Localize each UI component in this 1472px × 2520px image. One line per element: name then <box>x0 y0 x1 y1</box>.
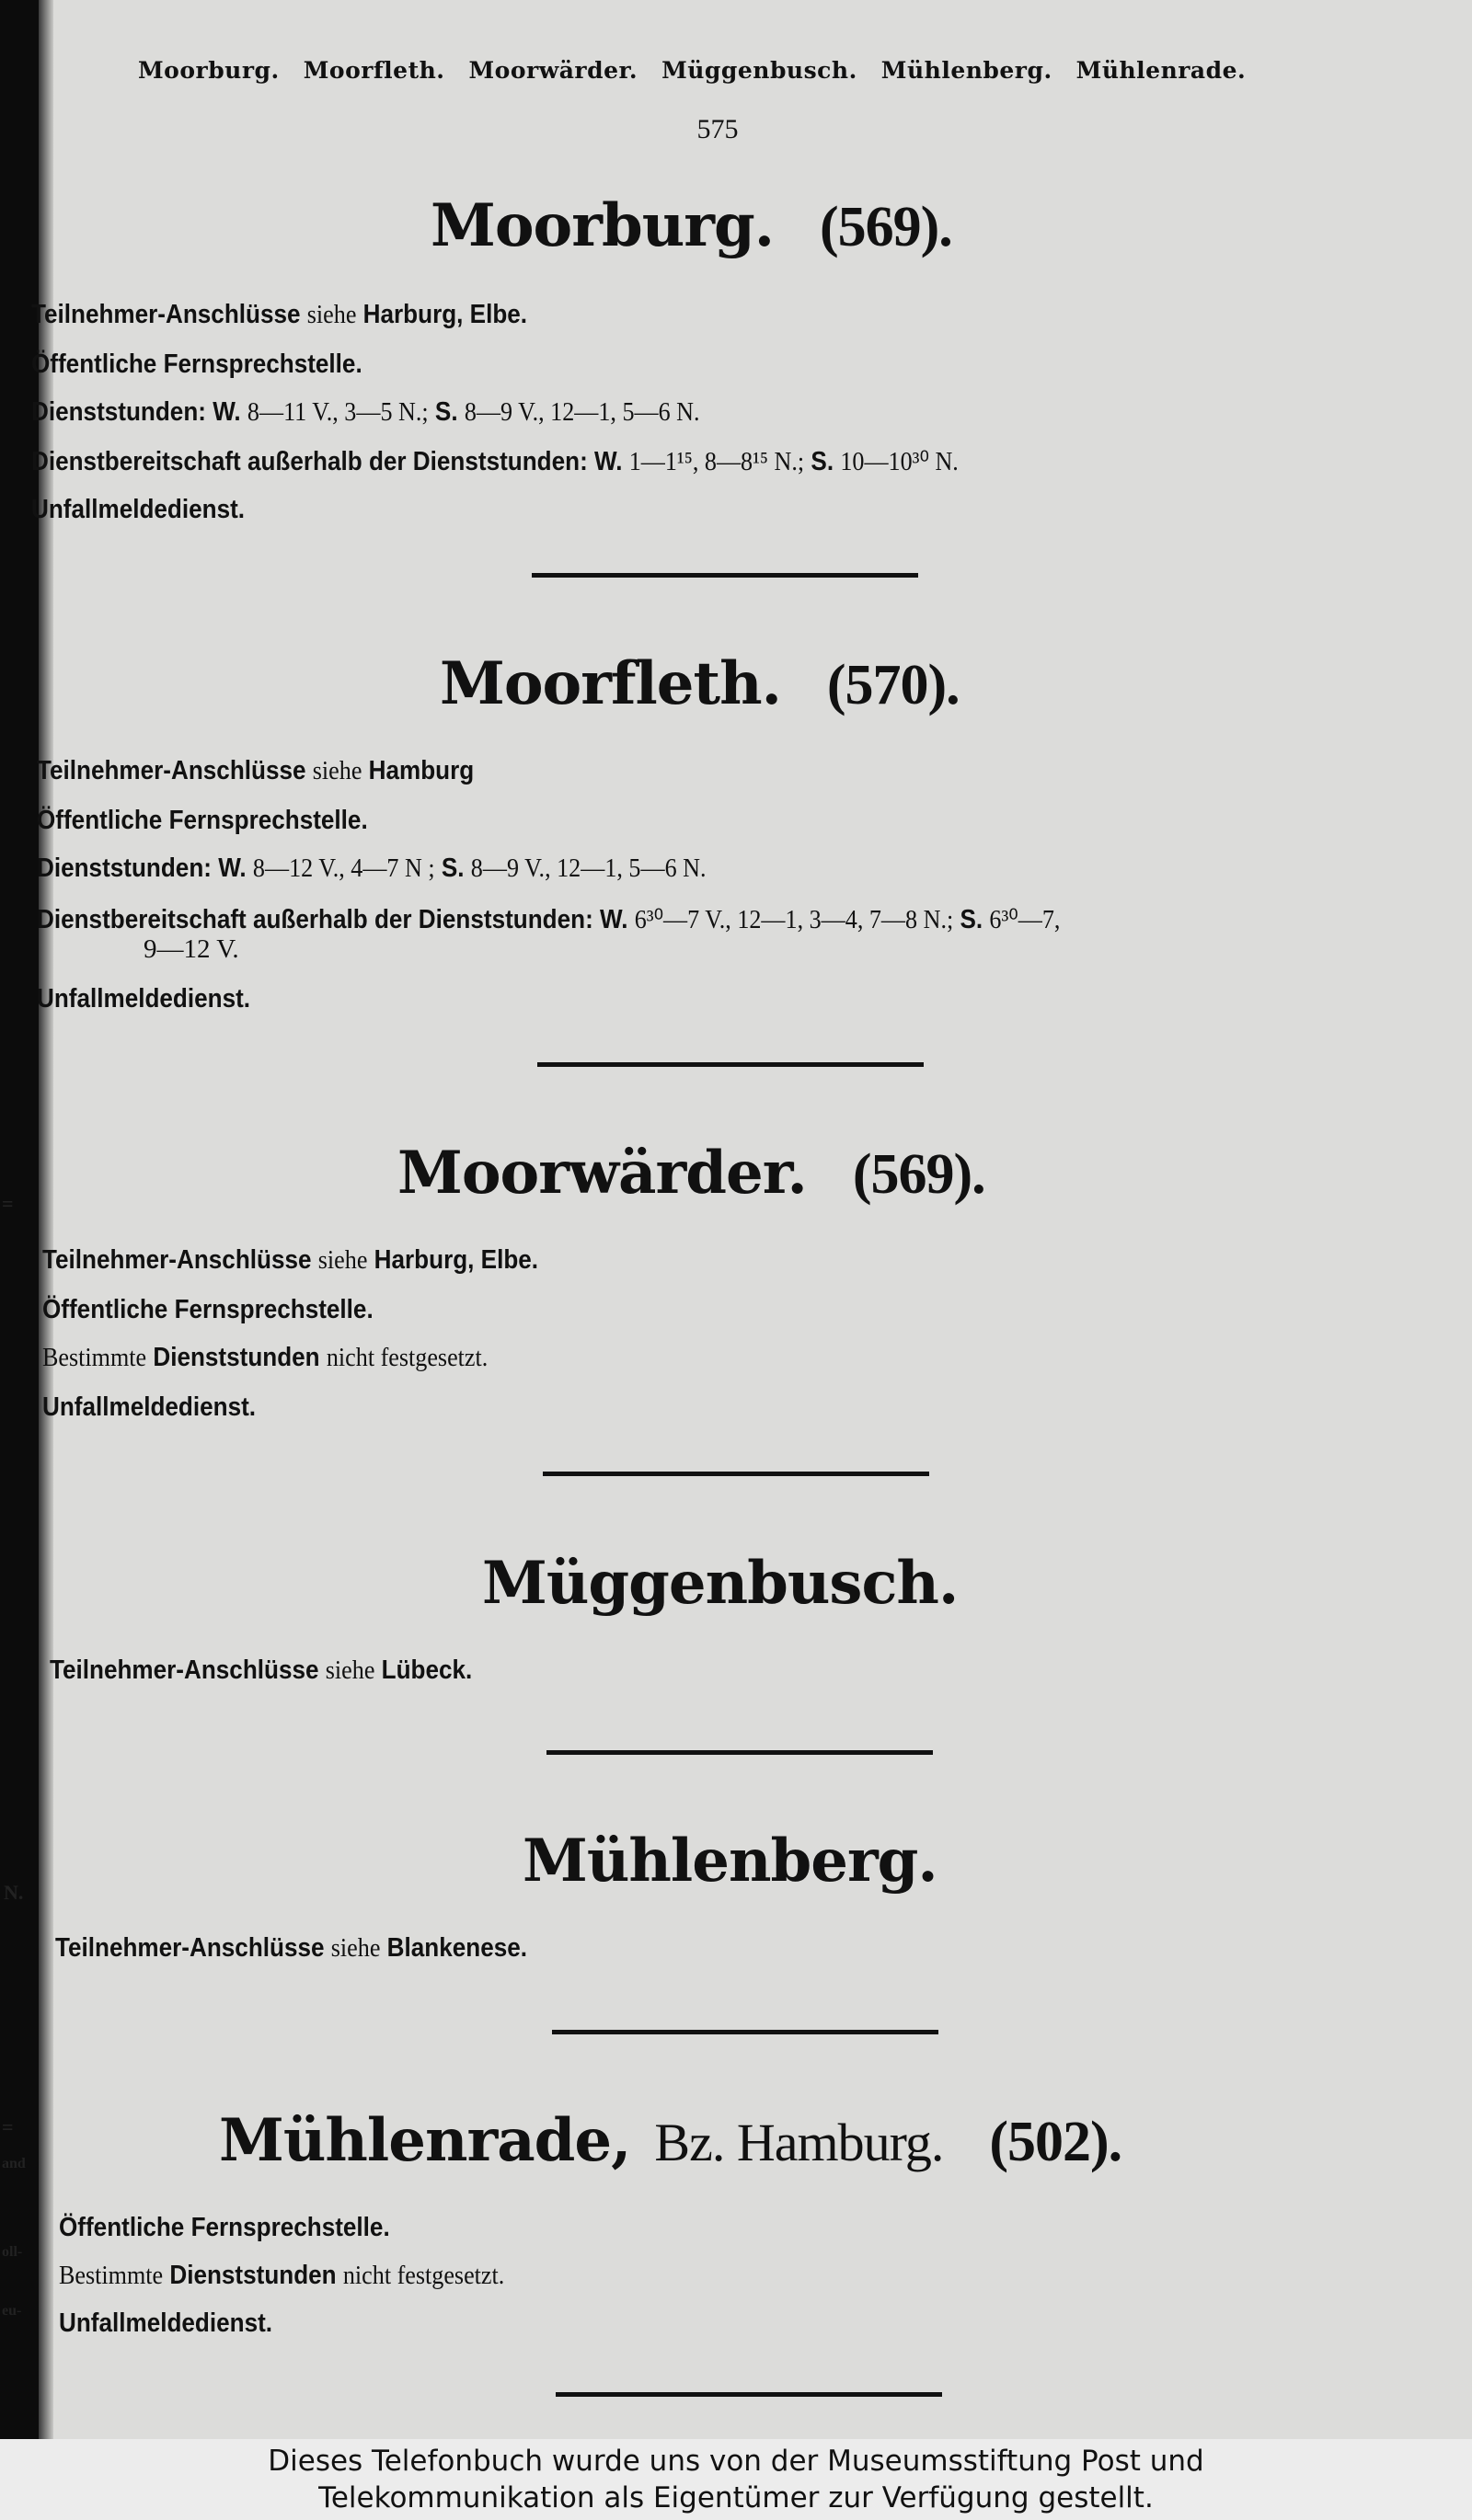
place-district: Bz. Hamburg. <box>654 2113 944 2172</box>
line-value: S. <box>434 397 458 427</box>
entry-line <box>31 300 527 330</box>
entry-line <box>37 853 707 884</box>
area-code: (570). <box>826 654 960 716</box>
line-value: Hamburg <box>368 756 475 785</box>
line-value: S. <box>441 853 465 883</box>
line-label: Öffentliche Fernsprechstelle. <box>31 349 362 379</box>
line-text: 1—1¹⁵, 8—8¹⁵ N.; <box>628 447 805 476</box>
entry-line <box>31 445 959 477</box>
line-text: 6³⁰—7 V., 12—1, 3—4, 7—8 N.; <box>634 905 954 934</box>
running-head-item: Müggenbusch. <box>661 57 857 84</box>
place-name: Moorfleth. <box>440 649 781 718</box>
entry-line <box>42 1392 256 1423</box>
line-label: Teilnehmer-Anschlüsse <box>50 1655 319 1685</box>
line-text: Bestimmte <box>42 1343 147 1372</box>
line-text: siehe <box>306 300 357 329</box>
line-text: nicht festgesetzt. <box>342 2261 505 2290</box>
entry-line <box>37 756 474 786</box>
entry-line <box>55 1933 527 1964</box>
margin-mark: eu- <box>2 2303 22 2319</box>
section-divider <box>532 573 918 578</box>
line-label: Unfallmeldedienst. <box>31 495 246 524</box>
footer-line: Dieses Telefonbuch wurde uns von der Museumsstiftung Post und <box>268 2445 1204 2478</box>
continuation-line: 9—12 V. <box>144 934 239 964</box>
margin-mark: = <box>2 1192 14 1215</box>
running-head-item: Moorfleth. <box>303 57 445 84</box>
line-label: Öffentliche Fernsprechstelle. <box>42 1295 374 1324</box>
entry-line <box>31 397 700 428</box>
line-label: Teilnehmer-Anschlüsse <box>42 1245 312 1275</box>
line-label: Unfallmeldedienst. <box>42 1392 257 1422</box>
line-value: Harburg, Elbe. <box>362 300 528 329</box>
place-name: Moorburg. <box>431 191 774 260</box>
line-label: Dienststunden <box>169 2261 337 2290</box>
line-text: 10—10³⁰ N. <box>840 447 959 476</box>
entry-title <box>397 1139 985 1208</box>
entry-line <box>59 2261 504 2291</box>
footer-line: Telekommunikation als Eigentümer zur Verfügung gestellt. <box>318 2481 1154 2514</box>
place-name: Mühlenrade, <box>219 2106 631 2175</box>
place-name: Moorwärder. <box>397 1139 807 1208</box>
entry-title <box>482 1549 958 1618</box>
entry-line <box>59 2308 272 2339</box>
section-divider <box>537 1062 924 1067</box>
line-label: Teilnehmer-Anschlüsse <box>31 300 301 329</box>
line-text: 8—11 V., 3—5 N.; <box>247 397 429 427</box>
line-text: siehe <box>325 1655 375 1685</box>
running-head-item: Moorburg. <box>138 57 280 84</box>
entry-line <box>42 1245 538 1276</box>
line-label: Dienstbereitschaft außerhalb der Dienststunden: W. <box>31 447 623 476</box>
line-label: Dienststunden: W. <box>37 853 247 883</box>
entry-title <box>440 649 960 718</box>
running-head <box>138 57 1426 84</box>
page-number: 575 <box>696 114 739 144</box>
running-head-item: Moorwärder. <box>468 57 638 84</box>
entry-title <box>219 2106 1121 2175</box>
margin-mark: oll- <box>2 2244 23 2260</box>
line-text: nicht festgesetzt. <box>326 1343 489 1372</box>
line-label: Dienststunden: W. <box>31 397 241 427</box>
entry-line <box>31 349 362 380</box>
line-label: Unfallmeldedienst. <box>37 984 251 1014</box>
line-text: 8—9 V., 12—1, 5—6 N. <box>464 397 700 427</box>
line-value: Lübeck. <box>381 1655 473 1685</box>
line-label: Teilnehmer-Anschlüsse <box>37 756 306 785</box>
entry-line <box>37 903 1060 935</box>
area-code: (502). <box>989 2111 1122 2173</box>
line-label: Dienststunden <box>153 1343 320 1372</box>
line-label: Dienstbereitschaft außerhalb der Dienststunden: W. <box>37 905 628 934</box>
entry-line <box>50 1655 472 1686</box>
entry-line <box>37 984 250 1014</box>
line-value: Harburg, Elbe. <box>374 1245 539 1275</box>
line-text: siehe <box>312 756 362 785</box>
line-text: siehe <box>330 1933 381 1963</box>
section-divider <box>552 2030 938 2034</box>
entry-title <box>431 191 952 260</box>
line-text: siehe <box>317 1245 368 1275</box>
section-divider <box>546 1750 933 1755</box>
entry-line <box>59 2213 390 2243</box>
line-value: S. <box>811 447 834 476</box>
line-label: Unfallmeldedienst. <box>59 2308 273 2338</box>
section-divider <box>556 2392 942 2397</box>
line-text: Bestimmte <box>59 2261 164 2290</box>
section-divider <box>543 1472 929 1476</box>
place-name: Mühlenberg. <box>523 1827 937 1896</box>
line-label: Öffentliche Fernsprechstelle. <box>37 806 368 835</box>
running-head-item: Mühlenrade. <box>1075 57 1247 84</box>
line-value: S. <box>960 905 983 934</box>
line-label: Öffentliche Fernsprechstelle. <box>59 2213 390 2242</box>
line-label: Teilnehmer-Anschlüsse <box>55 1933 325 1963</box>
entry-line <box>42 1343 488 1373</box>
line-text: 6³⁰—7, <box>989 905 1061 934</box>
line-text: 8—12 V., 4—7 N ; <box>252 853 435 883</box>
entry-title <box>523 1827 937 1896</box>
line-value: Blankenese. <box>386 1933 527 1963</box>
area-code: (569). <box>819 196 952 258</box>
entry-line <box>42 1295 374 1325</box>
copyright-footer <box>0 2439 1472 2520</box>
area-code: (569). <box>852 1143 985 1206</box>
running-head-item: Mühlenberg. <box>880 57 1052 84</box>
margin-mark: and <box>2 2156 26 2171</box>
entry-line <box>31 495 245 525</box>
entry-line <box>37 806 368 836</box>
margin-mark: N. <box>4 1881 24 1904</box>
place-name: Müggenbusch. <box>482 1549 959 1618</box>
line-text: 8—9 V., 12—1, 5—6 N. <box>470 853 707 883</box>
margin-mark: = <box>2 2115 14 2138</box>
